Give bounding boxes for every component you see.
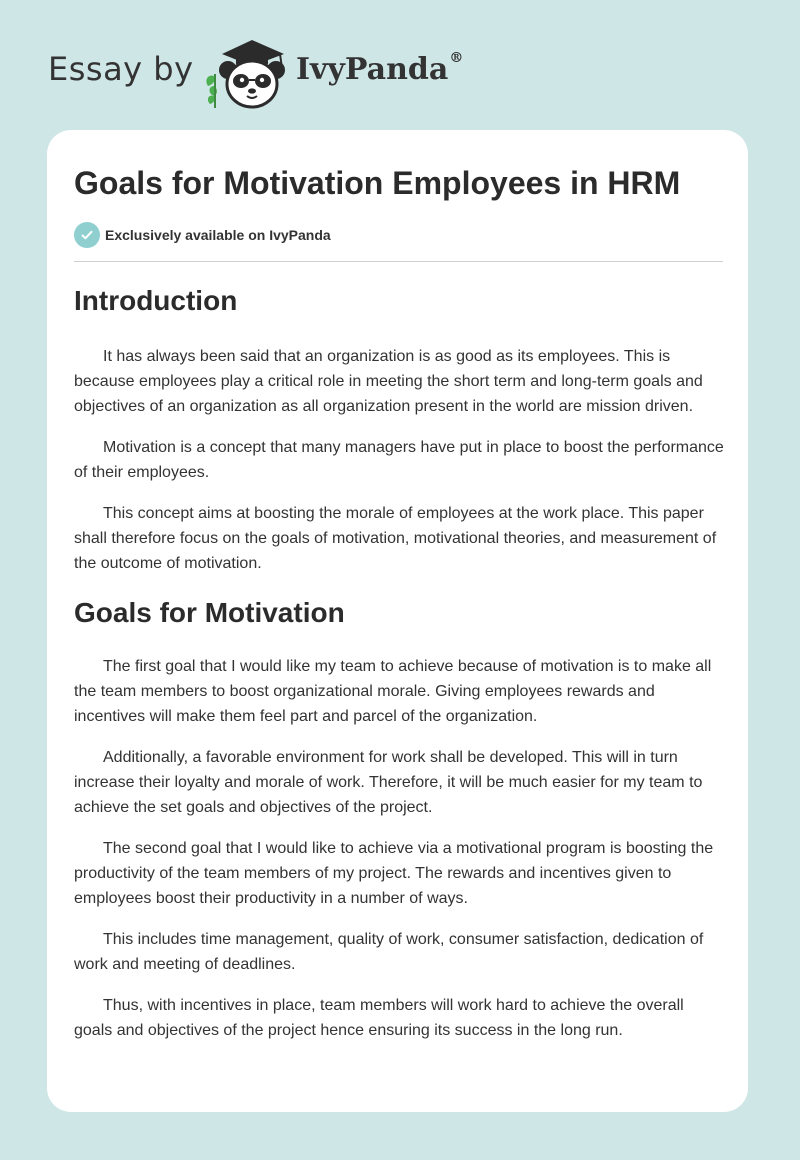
article-body bbox=[74, 280, 724, 1059]
section-heading-introduction: Introduction bbox=[74, 285, 238, 316]
check-circle-icon bbox=[74, 222, 100, 248]
registered-mark: ® bbox=[449, 50, 464, 66]
title-divider bbox=[74, 261, 723, 262]
article-card bbox=[47, 130, 748, 1112]
paragraph: The second goal that I would like to achieve via a motivational program is boosting the productivity of the team members of my project. The rewards and incentives given to employees boost their productivity in a number of ways. bbox=[74, 840, 714, 907]
paragraph: It has always been said that an organization is as good as its employees. This is because employees play a critical role in meeting the short term and long-term goals and objectives of an organization as all organization present in the world are mission driven. bbox=[74, 348, 703, 415]
exclusive-badge bbox=[74, 222, 331, 248]
brand-name[interactable]: IvyPanda® bbox=[296, 50, 464, 87]
paragraph: Thus, with incentives in place, team members will work hard to achieve the overall goals and objectives of the project hence ensuring its success in the long run. bbox=[74, 997, 684, 1039]
exclusive-badge-label: Exclusively available on IvyPanda bbox=[105, 227, 331, 243]
paragraph: The first goal that I would like my team to achieve because of motivation is to make all the team members to boost organizational morale. Giving employees rewards and incentives will make them feel part and parcel of the organization. bbox=[74, 658, 712, 725]
panda-graduate-logo-icon[interactable] bbox=[202, 34, 292, 112]
paragraph: This concept aims at boosting the morale of employees at the work place. This paper shall therefore focus on the goals of motivation, motivational theories, and measurement of the outcome of motivation. bbox=[74, 505, 717, 572]
paragraph: Additionally, a favorable environment for work shall be developed. This will in turn increase their loyalty and morale of work. Therefore, it will be much easier for my team to achieve the set goals and objectives of the project. bbox=[74, 749, 703, 816]
section-heading-goals-for-motivation: Goals for Motivation bbox=[74, 597, 345, 628]
page-title: Goals for Motivation Employees in HRM bbox=[74, 165, 681, 201]
essay-by-label: Essay by bbox=[48, 50, 194, 88]
paragraph: This includes time management, quality of work, consumer satisfaction, dedication of work and meeting of deadlines. bbox=[74, 931, 704, 973]
paragraph: Motivation is a concept that many managers have put in place to boost the performance of their employees. bbox=[74, 439, 724, 481]
site-header bbox=[48, 30, 548, 110]
